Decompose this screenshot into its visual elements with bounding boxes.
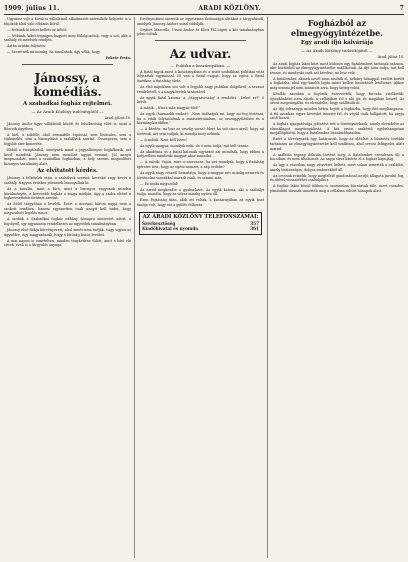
paragraph: Az egyik (harmadik ember): „Nem tudhatjuk mi, hogy mi fog történni, ha a viták folytatódnak a minisztériumban, az országgyűlésben és a kormánykörökben."	[137, 112, 264, 126]
paragraph: — Szeretnék mi mindig, ha tanulnánk, úgy vélik, hogy.	[7, 50, 101, 55]
paragraph: — A kérdés: mi lesz az ország sorsa? Mert ha szó sincs arról, hogy mi történik, azt sem tudjuk, ki mondja meg nekünk.	[137, 127, 264, 136]
paragraph: Jánossy, a feltételek után, a szabályok szerint, kevésbé vagy kevés a szabály. Nagyon érdekes jelenetek bizonyultak ki.	[4, 176, 131, 186]
article-title: Fogházból az elmegyógyintézetbe.	[291, 18, 383, 38]
column-2	[137, 17, 264, 558]
paragraph: Ugyanez volt a Kovácsi vállalatnál alkalmazott mérnökök helyzete is a főnökök által való elbánás körül.	[4, 17, 131, 26]
paragraph: Az ezred megkezdte a gyakorlatot. Az egyik katona, aki a szabályt tudja, mondta, hogy az udvar mindig nyitva áll.	[137, 187, 264, 197]
paragraph: A fiatalember, akinek nevét nem árulták el, néhány hónappal ezelőtt került a fogházba, ahol egy kisebb lopás miatt kellett büntetését letöltenie. Akkor még semmi jel nem mutatott arra, hogy beteg volna.	[270, 76, 404, 90]
paragraph: Az egyik fiatal katona: a „Magyarország" a rendelet. „Lehet ez?" ő kérdi.	[137, 95, 264, 105]
telephone-ad	[139, 212, 262, 234]
paragraph: Seyfert Marcella, Urszó Andor és Kleit Pál Ligeti a két tanulmányban jelen voltak.	[137, 27, 264, 37]
paragraph: — Nekünk ki lehet kellett az útból.	[7, 27, 67, 32]
article-credit: — Az Aradi Közlöny tudósítójától —	[31, 108, 104, 114]
paragraph: Az akadémia és a fiatal katonák egyaránt azt mondták, hogy ebben a helyzetben mindenki magyar akar maradni.	[137, 149, 264, 159]
paragraph: Ezért a törvényszék úgy határozott, hogy az elítéltet a büntetés további tartamára az elmegyógyintézetbe kell szállítani, ahol orvosi felügyelet alatt marad.	[270, 137, 404, 151]
paragraph: Ebből a vizsgálatból, amelynek mind a jegyzőkönyve foglalkozik, azt kezd mondták. Jánossy nem mondott ugyan semmit. Jól annyit megmondott, mint a szabadkai fogházban, a hely szerint megindított bizonyos tanulmány alatt.	[4, 148, 131, 166]
section-heading: Az elvitatott kérdés.	[37, 168, 98, 175]
paper-name: ARADI KÖZLÖNY.	[198, 5, 261, 12]
paragraph: A másik: „Nincs más magyar élet!"	[140, 106, 201, 111]
ad-row	[142, 226, 259, 231]
paragraph: Az orvosok remélik, hogy megfelelő gondozással az ifjú állapota javulni fog, és idővel visszatérhet családjához.	[270, 173, 404, 183]
intro-text	[4, 17, 131, 61]
article-title: Az udvar.	[169, 46, 232, 61]
column-1	[4, 17, 131, 558]
paragraph: A mai napon is ismételten, minden ténykedése fölött, amit a bíró elé vittek, ezek is a tárgyalás anyaga.	[4, 238, 131, 248]
paragraph: A fogház lakói közül többen is szomorúan búcsúztak tőle, mert csendes, jóindulatú társnak ismerték meg a cellában töltött hónapok alatt.	[270, 184, 404, 193]
paragraph: Az ügy a városban nagy részvétet keltett, mert sokan ismerték a családot, amely tisztességes, dolgos emberekből áll.	[270, 163, 404, 172]
article-subtitle: — Politika a kaszárnyában. —	[170, 62, 231, 68]
paragraph: — Nekünk, kiket tegnapra hagyott meg fődolgozóink, vagy a szó, akit a szabály és mérések rendjén.	[4, 33, 131, 43]
ad-row-label: Szerkesztőség	[142, 220, 176, 226]
paragraph: Az ifjú édesanyja minden héten bejött a fogházba, hogy fiát meglátogassa. A fiú azonban egyre kevésbé ismerte fel, és végül csak hallgatott, ha anyja szólt hozzá.	[270, 107, 404, 121]
column-divider	[134, 17, 135, 558]
paragraph: Az a tanulás, mint a bíró, mint a bizonyos vagyonok minden körülményén, a kevesebb fogház a maga módján, úgy a szoba eltérő a legkeresettebb történet szerint.	[4, 187, 131, 201]
issue-date: 1909. július 11.	[4, 5, 60, 12]
ad-row-number: 361	[250, 226, 259, 232]
paragraph: A szobák a Szabadkai fogház néhány hónapra ismeretet adott, a fogolyról, így ugyanazon rendelkezés az ügyvédek tanulmányban.	[4, 217, 131, 226]
section-rule	[22, 64, 113, 65]
article-title: Jánossy, a komédiás.	[33, 70, 102, 99]
dateline: Arad, július 10.	[377, 55, 404, 59]
paragraph: Érvényesíteni szeretik az egyetemes fontosságú aktákat a tárgyalások, amelyek Jánossy Andort mind vádolják.	[137, 17, 264, 26]
paragraph: Az első napokban szó volt a legjobb nagy politikai dolgokról, a tavaszi rendeletről, s a nagykövetek tanácsáról.	[137, 84, 264, 94]
paragraph: A szállítás tegnap délután történt meg. A fiatalember csendesen ült a kocsiban, és nem tiltakozott. Az anyja sírva kísérte el a fogház kapujáig.	[270, 152, 404, 162]
column-divider	[267, 17, 268, 558]
masthead	[4, 3, 404, 15]
article-subtitle: Egy aradi ifjú kálváriája	[300, 40, 374, 46]
dateline: Arad, július 10.	[104, 115, 131, 120]
page-number: 7	[399, 5, 404, 12]
paragraph: Aztán azután folytatta:	[7, 44, 47, 49]
paragraph: Az ítélet tárgyában a levelek. Ezért a mostani három napja nem a szokott rendben, hanem egyszerűen csak annyit kell tudni, hogy megszabott legelés nincs.	[4, 202, 131, 216]
paragraph: — A másik: Vajon, mire a szerencse, ha azt mondjuk, hogy a fiatalság ígéretet tesz, hogy az egész nemzet, a nép érdeke?	[137, 160, 264, 169]
ad-row-number: 357	[250, 220, 259, 226]
article-credit: — Az Aradi Közlöny tudósítójától —	[301, 48, 373, 53]
article-subtitle: A szabadkai fogház rejtelmei.	[22, 100, 113, 107]
paragraph: — Ez senki megszólal!	[140, 181, 179, 186]
paragraph: — A másik: Nem kell Isten!	[140, 137, 187, 142]
paragraph: Az egyik nagy részről bemutatja, hogy a magyar név mindig nemzeti és történelmi szavakkal maradt ránk, és semmi más.	[137, 170, 264, 180]
ad-title: AZ ARADI KÖZLÖNY TELEFONSZÁMAI:	[142, 214, 259, 221]
paragraph: Később azonban a fogőrök észrevették, hogy furcsán viselkedik: éjszakánként nem alszik, a cellájában fel s alá jár, és magában beszél. Az orvos megvizsgálta, és elrendelte, hogy szállítsák át.	[270, 91, 404, 106]
paragraph: Az egyik magyar, mondják neki, de ő nem tudja, mit kell tennie.	[140, 143, 250, 148]
paragraph: A kiél, a sokféle, ahol semmiféle lopással, sem hivatalos, sem a vádemelés, sem a bizonyításé a szabályok szerint. Összegezni, sem a legjobb szer kimerése.	[4, 132, 131, 147]
paragraph: Jánossy első fiókja kérvényezett, ahol ismét nem tudják, vagy ugyan az ügyvédre, úgy magyarázzák, hogy a bíróság közös leveleit.	[4, 227, 131, 237]
paragraph: Jánossy Andor ügye vállalatok között és felsőbíróság előtt is, mint a Bérczik ügyében.	[4, 122, 131, 131]
signature: Fekete Ervin.	[105, 56, 131, 61]
paragraph: A fiatal tagok most a kaszárnyában és a tiszti szobákban politikai vitát folytattak egymással. Itt van a fiatal csapat, hogy az egész a fiatal tisztikar, a fiatalság élete.	[137, 69, 264, 83]
paragraph: A fogház igazgatósága jelentést tett a törvényszéknek, amely elrendelte az elmeállapot megvizsgálását. A két orvos szakértő egybehangzóan megállapította, hogy a fiatalember beszámíthatatlan.	[270, 122, 404, 136]
ad-row-label: Kiadóhivatal és nyomda	[142, 226, 198, 232]
paragraph: Az aradi fogház lakói közt most különös egy fiatalembert tartanak számon, akit börtönből az elmegyógyintézetbe szállítottak. Az ifjú nem tudja, mit kell tennie, és mindenki csak azt kérdezi, mi lesz vele.	[270, 61, 404, 75]
column-3	[270, 17, 404, 558]
paragraph: Ezen Pajtásság után, akik ott voltak, a kaszárnyában az egyik tiszt tanúja volt, hogy ezt a gyűlés felhozta.	[137, 198, 264, 207]
section-rule	[155, 40, 246, 41]
